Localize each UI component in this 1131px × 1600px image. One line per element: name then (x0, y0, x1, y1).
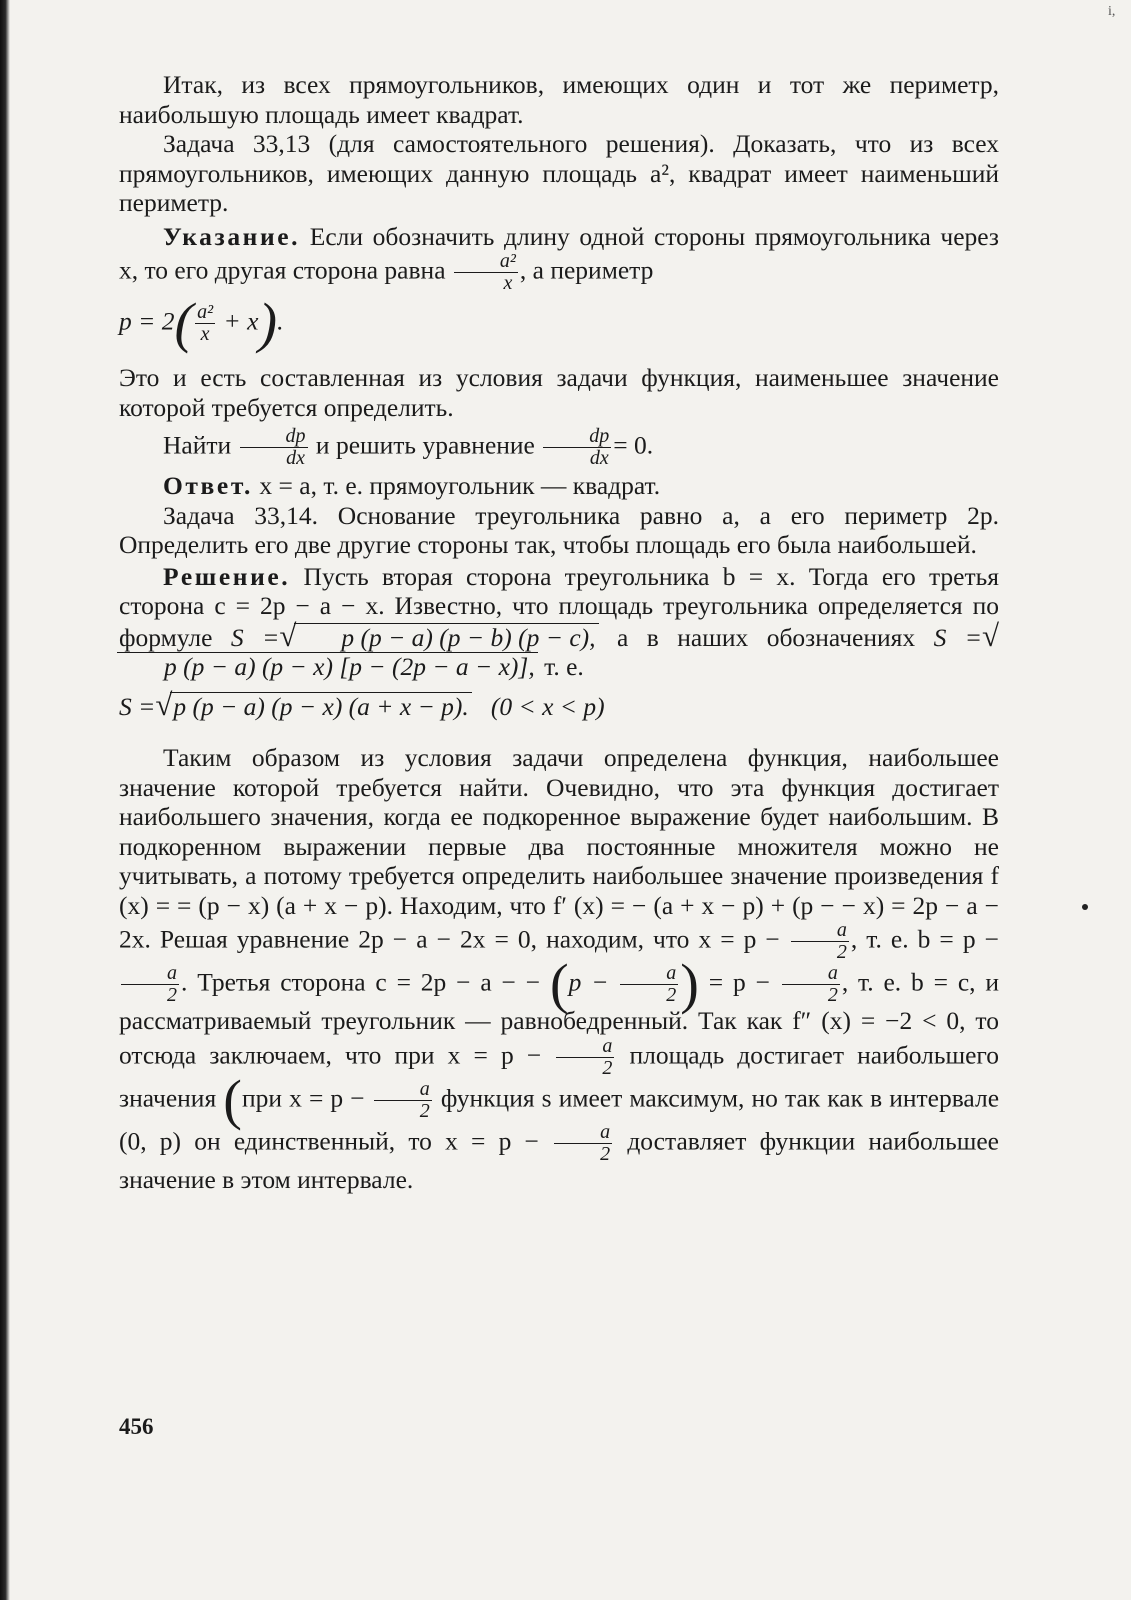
fraction-a-over-2: $\frac{a}{2}$ (620, 963, 678, 1006)
fraction-a-over-2: $\frac{a}{2}$ (121, 963, 179, 1006)
hint-tail: , а периметр (519, 255, 654, 285)
fraction-a2-over-x: $\frac{\text{a²}}{x}$ (454, 251, 518, 294)
scan-speck (1082, 904, 1088, 910)
radical-sign: √ (279, 617, 297, 653)
domain-condition: (0 < x < p) (490, 691, 605, 721)
solution-label: Решение. (163, 561, 291, 591)
analysis-paragraph: Таким образом из условия задачи определена функция, наибольшее значение которой требуется найти. Очевидно, что эта функция достигает наибольшего значения, когда ее подкоренное выражение будет наибольшим. В подкоренном выражении первые два постоянные множителя можно не учитывать, а потому требуется определить наибольшее значение произведения f (x) = = (p − x) (a + x − p). Находим, что f′ (x) = − (a + x − p) + (p − − x) = 2p − a − 2x. Решая уравнение 2p − a − 2x = 0, находим, что x = p − $\frac{a}{2}$ , т. е. b = p − $\frac{a}{2}$ . Третья сторона c = 2p − a − − (p − $\frac{a}{2}$ ) = p − $\frac{a}{2}$ , т. е. b = c, и рассматриваемый треугольник — равнобедренный. Так как f″ (x) = −2 < 0, то отсюда заключаем, что при x = p − $\frac{a}{2}$ площадь достигает наибольшего значения (при x = p − $\frac{a}{2}$ функция s имеет максимум, но так как в интервале (0, p) он единственный, то x = p − $\frac{a}{2}$ доставляет функции наибольшее значение в этом интервале. (119, 743, 1000, 1194)
problem-33-13: Задача 33,13 (для самостоятельного решения). Доказать, что из всех прямоугольников, имеющих данную площадь a², квадрат имеет наименьший периметр. (119, 129, 999, 217)
left-paren: ( (549, 953, 569, 1016)
page-number: 456 (119, 1414, 154, 1439)
hint-label: Указание. (163, 221, 301, 251)
fraction-a-over-2: $\frac{a}{2}$ (782, 963, 840, 1006)
hint-paragraph (119, 222, 999, 295)
left-paren: ( (223, 1069, 242, 1131)
fraction-a2-over-x-2: $\frac{\text{a²}}{x}$ (197, 301, 214, 345)
problem-33-14: Задача 33,14. Основание треугольника равно a, а его периметр 2p. Определить его две другие стороны так, чтобы площадь его была наибольшей. (119, 500, 999, 559)
corner-mark: і, (1108, 4, 1116, 19)
left-paren: ( (174, 292, 194, 355)
area-radicand: p (p − a) (p − x) (a + x − p). (170, 692, 471, 720)
fraction-a-over-2: $\frac{a}{2}$ (374, 1079, 432, 1122)
answer-label: Ответ. (163, 471, 254, 500)
formula-area: S =√p (p − a) (p − x) (a + x − p). (0 < x < p) (119, 686, 605, 722)
radical-sign: √ (982, 617, 1000, 653)
find-derivative: Найти $\frac{dp}{dx}$ и решить уравнение $\frac{dp}{dx}$ = 0. (163, 425, 654, 469)
fraction-dp-dx-2: $\frac{dp}{dx}$ (543, 426, 611, 469)
right-paren: ) (680, 953, 699, 1016)
heron-radicand: p (p − a) (p − b) (p − c), (294, 623, 598, 651)
fraction-a-over-2: $\frac{a}{2}$ (791, 920, 849, 963)
book-binding-edge (0, 0, 10, 1600)
paragraph-function: Это и есть составленная из условия задачи функция, наименьшее значение которой требуется определить. (119, 363, 999, 422)
formula-perimeter: p = 2( $\frac{\text{a²}}{x}$ + x). (119, 292, 284, 355)
fraction-a-over-2: $\frac{a}{2}$ (556, 1036, 614, 1079)
fraction-a-over-2: $\frac{a}{2}$ (554, 1122, 612, 1165)
p-minus: p − (568, 967, 609, 997)
hint-text: Если обозначить длину одной стороны прямоугольника через x, то его другая сторона равна (119, 221, 1000, 285)
page-body (119, 70, 999, 1194)
right-paren: ) (258, 292, 278, 355)
paragraph-conclusion: Итак, из всех прямоугольников, имеющих один и тот же периметр, наибольшую площадь имеет квадрат. (119, 70, 999, 129)
substituted-radicand: p (p − a) (p − x) [p − (2p − a − x)], (117, 652, 538, 680)
solution-paragraph: Решение. Пусть вторая сторона треугольника b = x. Тогда его третья сторона c = 2p − a − x. Известно, что площадь треугольника определяется по формуле S =√ p (p − a) (p − b) (p − c), а в наших обозначениях S =√p (p − a) (p − x) [p − (2p − a − x)], т. е. (119, 561, 1000, 681)
answer-paragraph: Ответ. x = a, т. е. прямоугольник — квадрат. (163, 471, 661, 500)
radical-sign: √ (155, 686, 173, 722)
fraction-dp-dx: $\frac{dp}{dx}$ (240, 426, 308, 469)
